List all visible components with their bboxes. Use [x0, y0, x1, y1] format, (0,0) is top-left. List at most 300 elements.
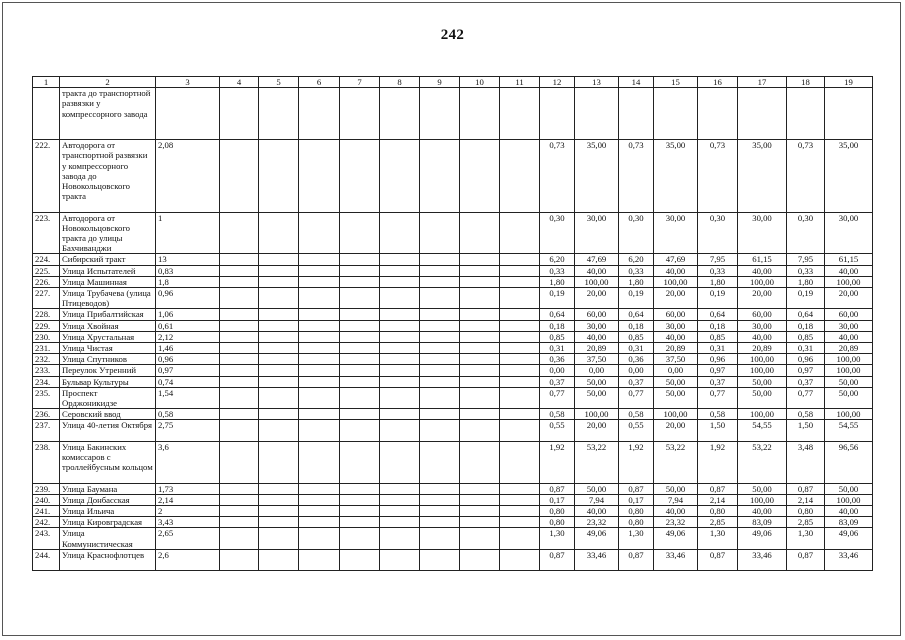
value-cell: 50,00 [575, 387, 619, 408]
value-cell: 0,33 [698, 265, 738, 276]
value-cell: 0,30 [787, 212, 825, 254]
value-cell: 0,31 [787, 343, 825, 354]
column-header: 9 [420, 77, 460, 88]
column-header: 19 [825, 77, 873, 88]
value-cell: 100,00 [575, 276, 619, 287]
empty-cell [460, 265, 500, 276]
column-header: 13 [575, 77, 619, 88]
table-row [33, 387, 873, 408]
empty-cell [460, 549, 500, 570]
value-cell: 1,50 [698, 420, 738, 441]
empty-cell [420, 441, 460, 483]
value-cell: 35,00 [654, 140, 698, 212]
empty-cell [500, 441, 540, 483]
value-cell: 23,32 [575, 517, 619, 528]
table-row [33, 506, 873, 517]
value-cell: 96,56 [825, 441, 873, 483]
value-cell: 0,00 [619, 365, 654, 376]
empty-cell [500, 254, 540, 265]
value-cell: 0,00 [654, 365, 698, 376]
empty-cell [500, 343, 540, 354]
value-cell: 0,30 [698, 212, 738, 254]
table-row [33, 212, 873, 254]
empty-cell [500, 365, 540, 376]
value-cell [540, 88, 575, 140]
value-cell: 50,00 [825, 387, 873, 408]
empty-cell [460, 528, 500, 549]
value-cell: 40,00 [575, 265, 619, 276]
empty-cell [500, 517, 540, 528]
empty-cell [340, 354, 380, 365]
column-header: 17 [738, 77, 787, 88]
empty-cell [220, 254, 259, 265]
road-name: Улица Баумана [60, 483, 156, 494]
value-cell: 0,30 [540, 212, 575, 254]
value-cell: 33,46 [575, 549, 619, 570]
value-cell: 0,85 [787, 331, 825, 342]
empty-cell [340, 343, 380, 354]
empty-cell [420, 265, 460, 276]
row-number: 237. [33, 420, 60, 441]
empty-cell [500, 494, 540, 505]
empty-cell [460, 420, 500, 441]
row-number: 243. [33, 528, 60, 549]
value-cell: 30,00 [654, 212, 698, 254]
value-cell: 1,30 [540, 528, 575, 549]
road-name: Автодорога от Новокольцовского тракта до улицы Бахчиванджи [60, 212, 156, 254]
value-cell: 0,19 [619, 288, 654, 309]
empty-cell [420, 483, 460, 494]
value-cell: 37,50 [654, 354, 698, 365]
road-length: 2,6 [156, 549, 220, 570]
road-length: 13 [156, 254, 220, 265]
empty-cell [299, 517, 340, 528]
value-cell: 100,00 [738, 276, 787, 287]
table-row [33, 483, 873, 494]
empty-cell [259, 376, 299, 387]
road-length: 0,97 [156, 365, 220, 376]
empty-cell [460, 494, 500, 505]
empty-cell [299, 343, 340, 354]
value-cell: 50,00 [738, 376, 787, 387]
value-cell: 0,97 [787, 365, 825, 376]
value-cell: 0,73 [698, 140, 738, 212]
value-cell: 30,00 [738, 212, 787, 254]
column-header-row [33, 77, 873, 88]
value-cell: 49,06 [654, 528, 698, 549]
empty-cell [500, 88, 540, 140]
value-cell: 0,31 [540, 343, 575, 354]
value-cell: 0,19 [698, 288, 738, 309]
empty-cell [420, 320, 460, 331]
value-cell: 0,73 [787, 140, 825, 212]
empty-cell [299, 365, 340, 376]
empty-cell [340, 549, 380, 570]
empty-cell [340, 494, 380, 505]
empty-cell [500, 483, 540, 494]
empty-cell [420, 494, 460, 505]
empty-cell [500, 420, 540, 441]
value-cell: 20,00 [654, 420, 698, 441]
empty-cell [340, 376, 380, 387]
row-number: 231. [33, 343, 60, 354]
empty-cell [299, 354, 340, 365]
empty-cell [420, 506, 460, 517]
table-row [33, 265, 873, 276]
empty-cell [220, 387, 259, 408]
value-cell: 40,00 [738, 331, 787, 342]
column-header: 12 [540, 77, 575, 88]
empty-cell [220, 288, 259, 309]
table-row [33, 331, 873, 342]
empty-cell [340, 309, 380, 320]
row-number: 241. [33, 506, 60, 517]
table-row [33, 441, 873, 483]
value-cell: 50,00 [575, 376, 619, 387]
value-cell: 35,00 [825, 140, 873, 212]
empty-cell [259, 254, 299, 265]
table-row [33, 365, 873, 376]
road-length: 2,12 [156, 331, 220, 342]
value-cell: 20,89 [654, 343, 698, 354]
empty-cell [220, 365, 259, 376]
empty-cell [220, 265, 259, 276]
row-number: 230. [33, 331, 60, 342]
value-cell: 0,85 [698, 331, 738, 342]
road-length: 1,73 [156, 483, 220, 494]
empty-cell [220, 376, 259, 387]
empty-cell [340, 288, 380, 309]
road-length: 0,58 [156, 409, 220, 420]
road-length: 1,54 [156, 387, 220, 408]
empty-cell [340, 387, 380, 408]
value-cell: 50,00 [654, 387, 698, 408]
value-cell: 0,37 [787, 376, 825, 387]
road-length: 2,65 [156, 528, 220, 549]
empty-cell [380, 343, 420, 354]
road-name: Проспект Орджоникидзе [60, 387, 156, 408]
value-cell: 0,77 [619, 387, 654, 408]
road-length: 1 [156, 212, 220, 254]
empty-cell [259, 331, 299, 342]
empty-cell [420, 212, 460, 254]
road-name: Улица Хвойная [60, 320, 156, 331]
row-number: 242. [33, 517, 60, 528]
value-cell: 100,00 [738, 494, 787, 505]
empty-cell [299, 331, 340, 342]
value-cell [654, 88, 698, 140]
table-row [33, 354, 873, 365]
value-cell [738, 88, 787, 140]
table-row [33, 288, 873, 309]
empty-cell [420, 528, 460, 549]
empty-cell [420, 365, 460, 376]
value-cell: 100,00 [738, 354, 787, 365]
table-row [33, 420, 873, 441]
empty-cell [380, 354, 420, 365]
value-cell: 0,58 [698, 409, 738, 420]
value-cell: 40,00 [825, 331, 873, 342]
empty-cell [460, 365, 500, 376]
empty-cell [340, 528, 380, 549]
empty-cell [220, 483, 259, 494]
road-name: Улица Чистая [60, 343, 156, 354]
value-cell: 0,58 [619, 409, 654, 420]
value-cell: 7,94 [654, 494, 698, 505]
value-cell: 50,00 [825, 376, 873, 387]
value-cell: 0,87 [698, 483, 738, 494]
value-cell: 0,87 [540, 483, 575, 494]
column-header: 3 [156, 77, 220, 88]
data-table [32, 76, 873, 571]
column-header: 7 [340, 77, 380, 88]
value-cell: 35,00 [575, 140, 619, 212]
road-name: Сибирский тракт [60, 254, 156, 265]
empty-cell [220, 528, 259, 549]
empty-cell [500, 265, 540, 276]
value-cell: 50,00 [575, 483, 619, 494]
value-cell: 30,00 [825, 212, 873, 254]
empty-cell [220, 420, 259, 441]
value-cell: 33,46 [654, 549, 698, 570]
value-cell: 0,31 [619, 343, 654, 354]
row-number: 232. [33, 354, 60, 365]
value-cell: 0,18 [698, 320, 738, 331]
empty-cell [380, 88, 420, 140]
empty-cell [340, 212, 380, 254]
value-cell [698, 88, 738, 140]
table-body [33, 88, 873, 571]
empty-cell [259, 265, 299, 276]
value-cell: 0,97 [698, 365, 738, 376]
table-row [33, 343, 873, 354]
value-cell: 0,87 [787, 549, 825, 570]
empty-cell [340, 331, 380, 342]
value-cell: 0,85 [540, 331, 575, 342]
empty-cell [299, 494, 340, 505]
road-length: 0,96 [156, 354, 220, 365]
value-cell: 0,55 [619, 420, 654, 441]
empty-cell [460, 376, 500, 387]
empty-cell [299, 528, 340, 549]
road-name: Улица Бакинских комиссаров с троллейбусным кольцом [60, 441, 156, 483]
empty-cell [380, 212, 420, 254]
empty-cell [460, 212, 500, 254]
row-number: 229. [33, 320, 60, 331]
value-cell: 2,85 [698, 517, 738, 528]
value-cell: 40,00 [654, 331, 698, 342]
road-name: Улица Трубачева (улица Птицеводов) [60, 288, 156, 309]
empty-cell [340, 506, 380, 517]
value-cell: 20,89 [738, 343, 787, 354]
empty-cell [380, 288, 420, 309]
value-cell: 0,37 [540, 376, 575, 387]
empty-cell [380, 140, 420, 212]
empty-cell [500, 288, 540, 309]
empty-cell [380, 549, 420, 570]
value-cell: 0,00 [540, 365, 575, 376]
value-cell: 100,00 [575, 409, 619, 420]
column-header: 14 [619, 77, 654, 88]
empty-cell [380, 420, 420, 441]
value-cell: 40,00 [825, 265, 873, 276]
value-cell: 53,22 [654, 441, 698, 483]
value-cell: 1,50 [787, 420, 825, 441]
empty-cell [500, 528, 540, 549]
column-header: 4 [220, 77, 259, 88]
page-number: 242 [440, 27, 465, 43]
value-cell: 0,19 [787, 288, 825, 309]
value-cell: 60,00 [654, 309, 698, 320]
value-cell: 0,87 [698, 549, 738, 570]
empty-cell [259, 140, 299, 212]
empty-cell [259, 288, 299, 309]
empty-cell [500, 276, 540, 287]
road-length: 2,75 [156, 420, 220, 441]
value-cell: 53,22 [575, 441, 619, 483]
value-cell: 0,64 [698, 309, 738, 320]
value-cell: 0,19 [540, 288, 575, 309]
value-cell: 0,87 [619, 483, 654, 494]
empty-cell [299, 320, 340, 331]
road-length: 0,74 [156, 376, 220, 387]
empty-cell [420, 309, 460, 320]
empty-cell [299, 441, 340, 483]
column-header: 15 [654, 77, 698, 88]
empty-cell [220, 343, 259, 354]
empty-cell [420, 549, 460, 570]
road-length: 2,14 [156, 494, 220, 505]
empty-cell [380, 409, 420, 420]
value-cell: 100,00 [825, 276, 873, 287]
road-name: Улица Кировградская [60, 517, 156, 528]
empty-cell [299, 549, 340, 570]
empty-cell [460, 309, 500, 320]
row-number: 244. [33, 549, 60, 570]
value-cell: 0,37 [619, 376, 654, 387]
empty-cell [420, 276, 460, 287]
value-cell: 20,89 [575, 343, 619, 354]
empty-cell [340, 320, 380, 331]
value-cell: 2,14 [698, 494, 738, 505]
road-length [156, 88, 220, 140]
value-cell: 50,00 [654, 376, 698, 387]
value-cell: 0,17 [619, 494, 654, 505]
table-row [33, 549, 873, 570]
value-cell: 0,64 [619, 309, 654, 320]
value-cell: 83,09 [825, 517, 873, 528]
column-header: 16 [698, 77, 738, 88]
value-cell: 0,77 [540, 387, 575, 408]
value-cell: 33,46 [738, 549, 787, 570]
value-cell: 0,87 [619, 549, 654, 570]
value-cell: 0,96 [787, 354, 825, 365]
value-cell: 54,55 [825, 420, 873, 441]
empty-cell [500, 309, 540, 320]
value-cell: 100,00 [825, 494, 873, 505]
road-length: 0,96 [156, 288, 220, 309]
table-row [33, 309, 873, 320]
value-cell: 100,00 [654, 276, 698, 287]
empty-cell [220, 212, 259, 254]
empty-cell [259, 517, 299, 528]
empty-cell [460, 276, 500, 287]
empty-cell [420, 254, 460, 265]
empty-cell [460, 387, 500, 408]
empty-cell [380, 265, 420, 276]
value-cell: 50,00 [654, 483, 698, 494]
empty-cell [220, 331, 259, 342]
road-name: Улица Коммунистическая [60, 528, 156, 549]
value-cell: 0,17 [540, 494, 575, 505]
value-cell: 0,33 [619, 265, 654, 276]
empty-cell [340, 409, 380, 420]
road-name: Улица Хрустальная [60, 331, 156, 342]
empty-cell [460, 320, 500, 331]
value-cell: 0,00 [575, 365, 619, 376]
empty-cell [259, 365, 299, 376]
empty-cell [460, 517, 500, 528]
value-cell: 0,64 [787, 309, 825, 320]
empty-cell [220, 494, 259, 505]
empty-cell [299, 88, 340, 140]
value-cell: 40,00 [825, 506, 873, 517]
road-length: 3,43 [156, 517, 220, 528]
value-cell: 0,58 [787, 409, 825, 420]
empty-cell [500, 376, 540, 387]
road-name: Улица Донбасская [60, 494, 156, 505]
empty-cell [340, 276, 380, 287]
empty-cell [299, 387, 340, 408]
value-cell: 60,00 [825, 309, 873, 320]
value-cell: 0,58 [540, 409, 575, 420]
value-cell: 0,73 [619, 140, 654, 212]
empty-cell [299, 506, 340, 517]
road-name: Улица Прибалтийская [60, 309, 156, 320]
value-cell: 50,00 [825, 483, 873, 494]
empty-cell [380, 528, 420, 549]
empty-cell [500, 331, 540, 342]
empty-cell [340, 517, 380, 528]
empty-cell [500, 320, 540, 331]
value-cell: 50,00 [738, 387, 787, 408]
row-number: 236. [33, 409, 60, 420]
value-cell: 49,06 [575, 528, 619, 549]
value-cell: 7,95 [698, 254, 738, 265]
empty-cell [380, 376, 420, 387]
empty-cell [340, 365, 380, 376]
value-cell: 7,95 [787, 254, 825, 265]
road-name: Переулок Утренний [60, 365, 156, 376]
empty-cell [259, 387, 299, 408]
road-name: Улица Машинная [60, 276, 156, 287]
value-cell: 49,06 [738, 528, 787, 549]
empty-cell [299, 376, 340, 387]
empty-cell [220, 517, 259, 528]
empty-cell [420, 517, 460, 528]
empty-cell [460, 409, 500, 420]
value-cell [825, 88, 873, 140]
value-cell: 40,00 [575, 331, 619, 342]
empty-cell [340, 254, 380, 265]
empty-cell [220, 441, 259, 483]
value-cell: 1,30 [698, 528, 738, 549]
row-number: 222. [33, 140, 60, 212]
value-cell: 0,18 [540, 320, 575, 331]
table-row [33, 376, 873, 387]
road-length: 2 [156, 506, 220, 517]
value-cell: 0,18 [787, 320, 825, 331]
